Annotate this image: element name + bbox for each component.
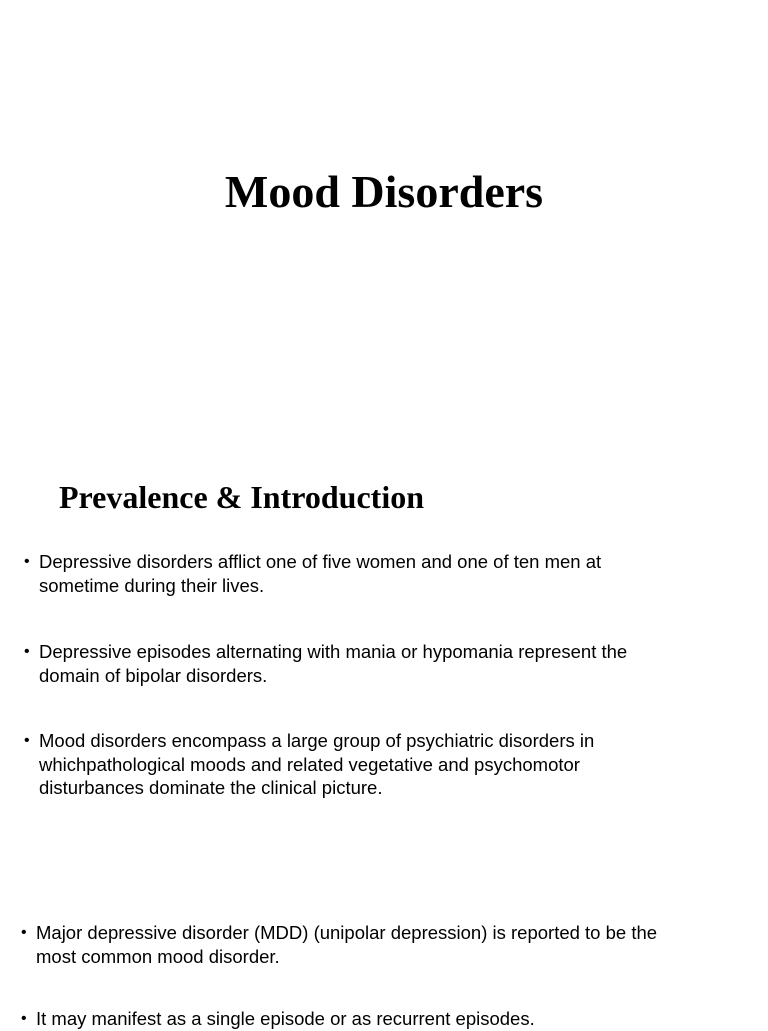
bullet-item-prevalence — [24, 550, 739, 597]
section-heading: Prevalence & Introduction — [59, 479, 424, 515]
bullet-dot-icon: • — [24, 643, 30, 660]
bullet-dot-icon: • — [24, 732, 30, 749]
bullet-text-line: most common mood disorder. — [36, 945, 280, 967]
bullet-text-line: It may manifest as a single episode or as recurrent episodes. — [36, 1008, 535, 1029]
bullet-text-line: Major depressive disorder (MDD) (unipolar depression) is reported to be the — [36, 922, 658, 943]
bullet-item-mdd — [21, 921, 761, 968]
bullet-text-line: Mood disorders encompass a large group of psychiatric disorders in — [39, 730, 595, 751]
slide-title: Mood Disorders — [224, 166, 544, 217]
bullet-text-line: domain of bipolar disorders. — [39, 664, 268, 686]
bullet-text-line: sometime during their lives. — [39, 574, 265, 596]
bullet-dot-icon: • — [21, 924, 27, 941]
bullet-text-line: Depressive disorders afflict one of five women and one of ten men at — [39, 551, 602, 572]
bullet-item-bipolar — [24, 640, 739, 687]
bullet-item-definition — [24, 729, 739, 800]
bullet-text-line: Depressive episodes alternating with mania or hypomania represent the — [39, 641, 628, 662]
bullet-dot-icon: • — [21, 1010, 27, 1027]
bullet-dot-icon: • — [24, 553, 30, 570]
bullet-item-episodes — [21, 1007, 761, 1031]
bullet-text-line: whichpathological moods and related vegetative and psychomotor — [39, 753, 580, 775]
bullet-text-line: disturbances dominate the clinical picture. — [39, 777, 383, 798]
